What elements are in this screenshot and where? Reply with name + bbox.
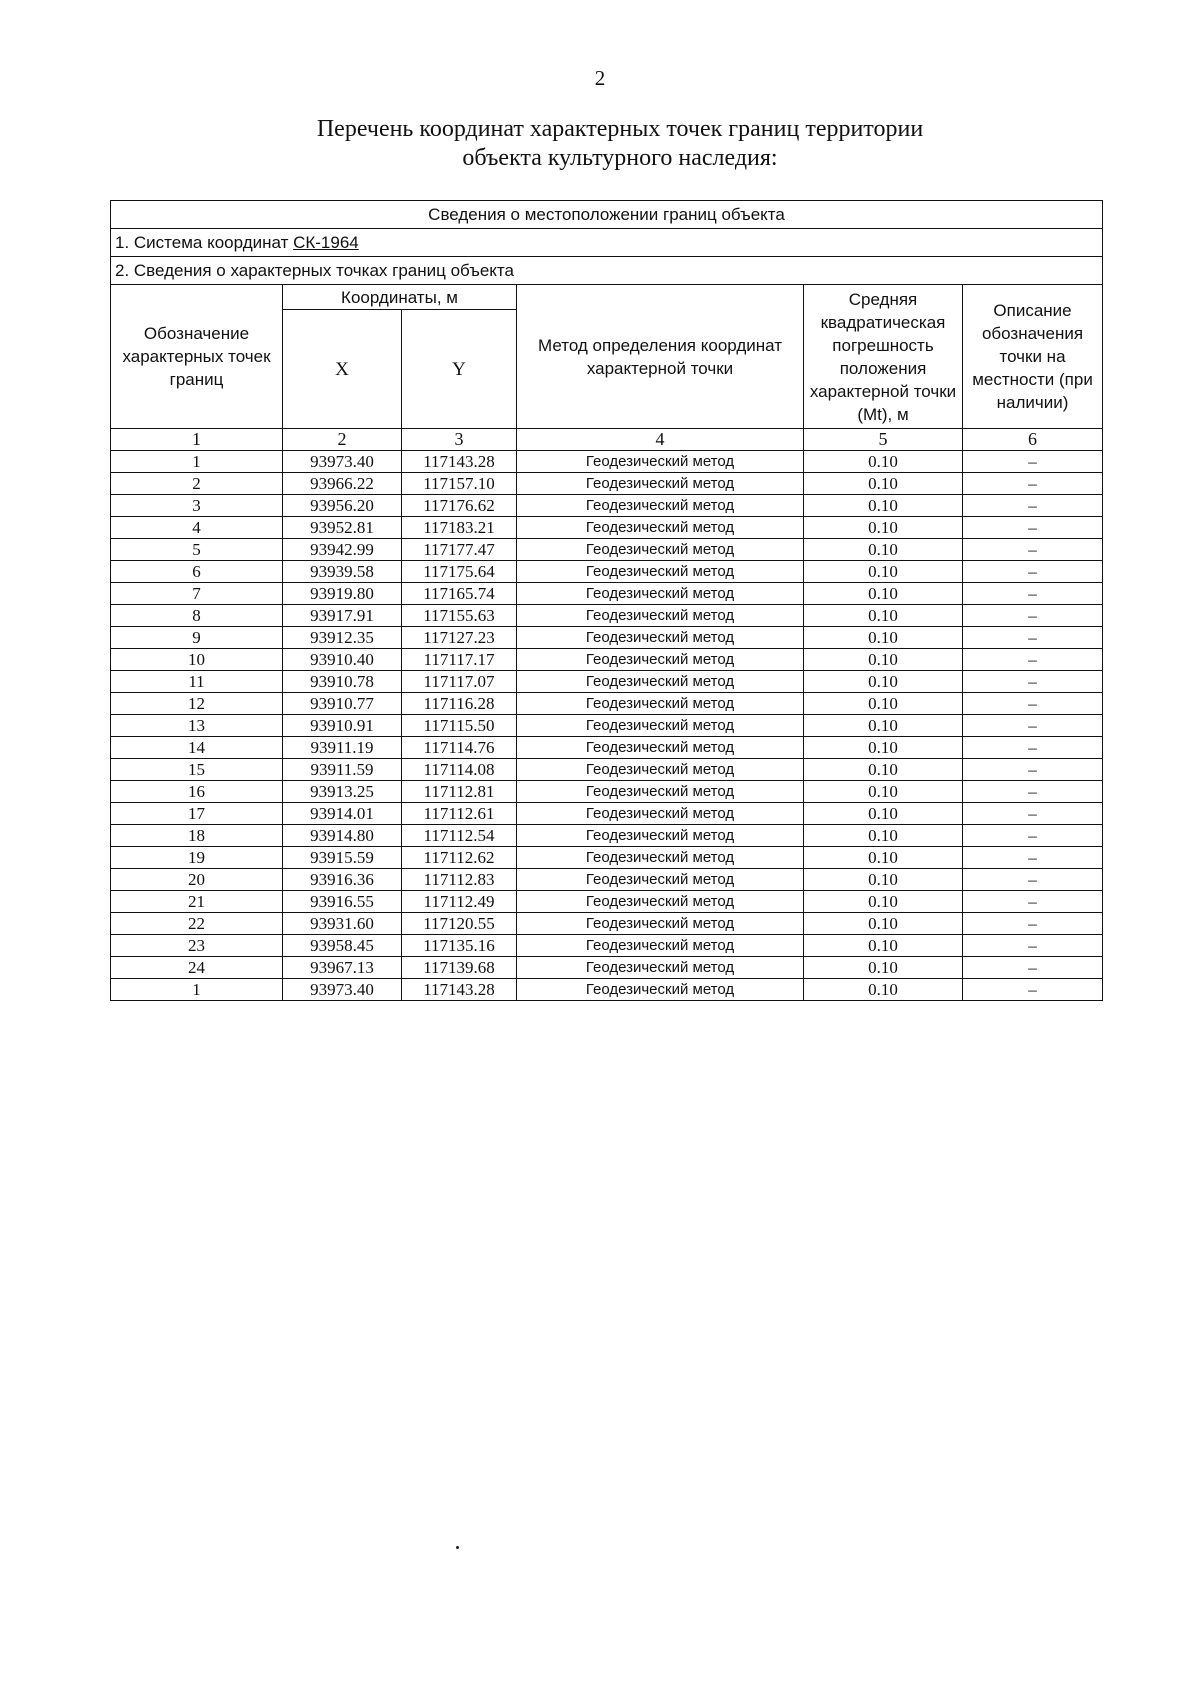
point-number: 19	[111, 847, 283, 869]
error-value: 0.10	[804, 847, 963, 869]
method: Геодезический метод	[517, 935, 804, 957]
description: –	[963, 473, 1103, 495]
point-number: 4	[111, 517, 283, 539]
description: –	[963, 627, 1103, 649]
points-section-title: 2. Сведения о характерных точках границ объекта	[111, 257, 1103, 285]
table-row	[111, 759, 1103, 781]
table-row	[111, 539, 1103, 561]
method: Геодезический метод	[517, 473, 804, 495]
coord-x: 93910.77	[283, 693, 402, 715]
header-method: Метод определения координат характерной точки	[517, 285, 804, 429]
point-number: 11	[111, 671, 283, 693]
coord-x: 93915.59	[283, 847, 402, 869]
table-row	[111, 935, 1103, 957]
method: Геодезический метод	[517, 803, 804, 825]
description: –	[963, 605, 1103, 627]
method: Геодезический метод	[517, 979, 804, 1001]
description: –	[963, 803, 1103, 825]
method: Геодезический метод	[517, 759, 804, 781]
table-row	[111, 803, 1103, 825]
error-value: 0.10	[804, 671, 963, 693]
column-number: 5	[804, 429, 963, 451]
coord-y: 117176.62	[402, 495, 517, 517]
header-designation: Обозначение характерных точек границ	[111, 285, 283, 429]
title-line-1: Перечень координат характерных точек границ территории	[316, 116, 924, 142]
method: Геодезический метод	[517, 451, 804, 473]
table-row	[111, 583, 1103, 605]
coord-y: 117155.63	[402, 605, 517, 627]
description: –	[963, 891, 1103, 913]
coord-y: 117143.28	[402, 979, 517, 1001]
coord-y: 117115.50	[402, 715, 517, 737]
coord-y: 117175.64	[402, 561, 517, 583]
description: –	[963, 451, 1103, 473]
table-row	[111, 737, 1103, 759]
method: Геодезический метод	[517, 539, 804, 561]
table-row	[111, 957, 1103, 979]
description: –	[963, 935, 1103, 957]
coord-x: 93919.80	[283, 583, 402, 605]
header-description: Описание обозначения точки на местности (при наличии)	[963, 285, 1103, 429]
header-x: X	[283, 310, 402, 429]
method: Геодезический метод	[517, 693, 804, 715]
coord-x: 93973.40	[283, 451, 402, 473]
error-value: 0.10	[804, 539, 963, 561]
method: Геодезический метод	[517, 847, 804, 869]
coord-x: 93917.91	[283, 605, 402, 627]
coord-x: 93958.45	[283, 935, 402, 957]
table-row	[111, 561, 1103, 583]
coordinate-system-label: 1. Система координат	[115, 232, 294, 252]
coord-y: 117114.08	[402, 759, 517, 781]
page-number: 2	[594, 66, 606, 90]
column-number: 4	[517, 429, 804, 451]
point-number: 8	[111, 605, 283, 627]
coord-x: 93916.55	[283, 891, 402, 913]
coord-y: 117117.07	[402, 671, 517, 693]
error-value: 0.10	[804, 781, 963, 803]
description: –	[963, 957, 1103, 979]
point-number: 2	[111, 473, 283, 495]
error-value: 0.10	[804, 693, 963, 715]
error-value: 0.10	[804, 869, 963, 891]
table-row	[111, 649, 1103, 671]
method: Геодезический метод	[517, 671, 804, 693]
coord-y: 117120.55	[402, 913, 517, 935]
point-number: 5	[111, 539, 283, 561]
error-value: 0.10	[804, 451, 963, 473]
coord-x: 93914.80	[283, 825, 402, 847]
coord-y: 117143.28	[402, 451, 517, 473]
coord-y: 117114.76	[402, 737, 517, 759]
method: Геодезический метод	[517, 913, 804, 935]
coordinates-table	[110, 200, 1103, 1001]
title-line-2: объекта культурного наследия:	[462, 145, 778, 171]
coord-y: 117157.10	[402, 473, 517, 495]
point-number: 3	[111, 495, 283, 517]
section-title: Сведения о местоположении границ объекта	[111, 201, 1103, 229]
table-row	[111, 891, 1103, 913]
coord-x: 93973.40	[283, 979, 402, 1001]
table-row	[111, 451, 1103, 473]
coord-x: 93913.25	[283, 781, 402, 803]
point-number: 13	[111, 715, 283, 737]
method: Геодезический метод	[517, 891, 804, 913]
method: Геодезический метод	[517, 781, 804, 803]
error-value: 0.10	[804, 803, 963, 825]
point-number: 1	[111, 979, 283, 1001]
table-row	[111, 825, 1103, 847]
method: Геодезический метод	[517, 495, 804, 517]
description: –	[963, 539, 1103, 561]
description: –	[963, 583, 1103, 605]
scan-speck	[456, 1546, 459, 1549]
coord-x: 93911.59	[283, 759, 402, 781]
description: –	[963, 495, 1103, 517]
method: Геодезический метод	[517, 957, 804, 979]
point-number: 12	[111, 693, 283, 715]
method: Геодезический метод	[517, 869, 804, 891]
description: –	[963, 869, 1103, 891]
point-number: 18	[111, 825, 283, 847]
error-value: 0.10	[804, 649, 963, 671]
description: –	[963, 825, 1103, 847]
error-value: 0.10	[804, 495, 963, 517]
point-number: 1	[111, 451, 283, 473]
point-number: 9	[111, 627, 283, 649]
coord-y: 117183.21	[402, 517, 517, 539]
description: –	[963, 517, 1103, 539]
coordinate-system-row	[111, 229, 1103, 257]
table-row	[111, 605, 1103, 627]
table-row	[111, 913, 1103, 935]
coord-x: 93910.78	[283, 671, 402, 693]
column-number: 2	[283, 429, 402, 451]
method: Геодезический метод	[517, 627, 804, 649]
description: –	[963, 737, 1103, 759]
coord-x: 93952.81	[283, 517, 402, 539]
table-row	[111, 495, 1103, 517]
coord-x: 93931.60	[283, 913, 402, 935]
table-row	[111, 847, 1103, 869]
coord-x: 93914.01	[283, 803, 402, 825]
point-number: 10	[111, 649, 283, 671]
error-value: 0.10	[804, 583, 963, 605]
header-error: Средняя квадратическая погрешность положения характерной точки (Mt), м	[804, 285, 963, 429]
method: Геодезический метод	[517, 737, 804, 759]
point-number: 7	[111, 583, 283, 605]
table-row	[111, 979, 1103, 1001]
method: Геодезический метод	[517, 605, 804, 627]
method: Геодезический метод	[517, 583, 804, 605]
point-number: 15	[111, 759, 283, 781]
page-title	[200, 115, 1040, 173]
description: –	[963, 847, 1103, 869]
description: –	[963, 913, 1103, 935]
column-number: 1	[111, 429, 283, 451]
point-number: 22	[111, 913, 283, 935]
coord-y: 117112.61	[402, 803, 517, 825]
coord-y: 117135.16	[402, 935, 517, 957]
description: –	[963, 979, 1103, 1001]
coord-y: 117127.23	[402, 627, 517, 649]
error-value: 0.10	[804, 935, 963, 957]
table-row	[111, 671, 1103, 693]
coord-y: 117177.47	[402, 539, 517, 561]
coord-y: 117165.74	[402, 583, 517, 605]
table-row	[111, 627, 1103, 649]
coord-x: 93912.35	[283, 627, 402, 649]
method: Геодезический метод	[517, 649, 804, 671]
coord-y: 117112.62	[402, 847, 517, 869]
column-number: 3	[402, 429, 517, 451]
error-value: 0.10	[804, 517, 963, 539]
coord-x: 93910.40	[283, 649, 402, 671]
coord-y: 117112.81	[402, 781, 517, 803]
table-row	[111, 473, 1103, 495]
table-row	[111, 715, 1103, 737]
coord-x: 93916.36	[283, 869, 402, 891]
coord-y: 117112.54	[402, 825, 517, 847]
error-value: 0.10	[804, 561, 963, 583]
column-number: 6	[963, 429, 1103, 451]
coord-x: 93966.22	[283, 473, 402, 495]
table-row	[111, 781, 1103, 803]
error-value: 0.10	[804, 473, 963, 495]
coord-y: 117112.83	[402, 869, 517, 891]
coordinate-system-value: СК-1964	[293, 232, 359, 252]
description: –	[963, 715, 1103, 737]
coord-x: 93942.99	[283, 539, 402, 561]
method: Геодезический метод	[517, 825, 804, 847]
error-value: 0.10	[804, 979, 963, 1001]
description: –	[963, 649, 1103, 671]
error-value: 0.10	[804, 737, 963, 759]
description: –	[963, 781, 1103, 803]
description: –	[963, 561, 1103, 583]
coord-y: 117117.17	[402, 649, 517, 671]
method: Геодезический метод	[517, 561, 804, 583]
header-coordinates: Координаты, м	[283, 285, 517, 310]
description: –	[963, 693, 1103, 715]
coord-y: 117139.68	[402, 957, 517, 979]
error-value: 0.10	[804, 759, 963, 781]
error-value: 0.10	[804, 627, 963, 649]
point-number: 17	[111, 803, 283, 825]
description: –	[963, 671, 1103, 693]
description: –	[963, 759, 1103, 781]
table-row	[111, 693, 1103, 715]
method: Геодезический метод	[517, 715, 804, 737]
point-number: 23	[111, 935, 283, 957]
coord-y: 117112.49	[402, 891, 517, 913]
error-value: 0.10	[804, 715, 963, 737]
point-number: 24	[111, 957, 283, 979]
coord-y: 117116.28	[402, 693, 517, 715]
coord-x: 93956.20	[283, 495, 402, 517]
point-number: 6	[111, 561, 283, 583]
point-number: 21	[111, 891, 283, 913]
table-row	[111, 869, 1103, 891]
coord-x: 93911.19	[283, 737, 402, 759]
coord-x: 93939.58	[283, 561, 402, 583]
error-value: 0.10	[804, 605, 963, 627]
coord-x: 93910.91	[283, 715, 402, 737]
error-value: 0.10	[804, 957, 963, 979]
error-value: 0.10	[804, 825, 963, 847]
method: Геодезический метод	[517, 517, 804, 539]
error-value: 0.10	[804, 891, 963, 913]
header-y: Y	[402, 310, 517, 429]
point-number: 14	[111, 737, 283, 759]
error-value: 0.10	[804, 913, 963, 935]
point-number: 20	[111, 869, 283, 891]
coord-x: 93967.13	[283, 957, 402, 979]
table-row	[111, 517, 1103, 539]
point-number: 16	[111, 781, 283, 803]
